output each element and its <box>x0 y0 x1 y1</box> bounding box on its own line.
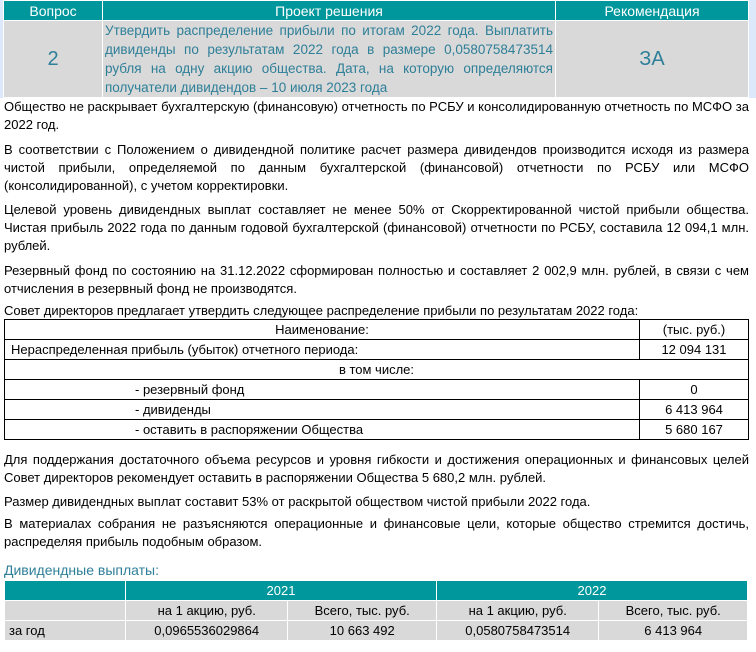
question-table <box>3 0 749 98</box>
question-number: 2 <box>4 21 103 98</box>
recommendation: ЗА <box>556 21 749 98</box>
col-unit: (тыс. руб.) <box>640 320 749 340</box>
total-value: 12 094 131 <box>640 340 749 360</box>
header-question: Вопрос <box>4 1 103 21</box>
total-label: Нераспределенная прибыль (убыток) отчетного периода: <box>5 340 640 360</box>
value: 0,0580758473514 <box>436 621 598 641</box>
paragraph: Размер дивидендных выплат составит 53% от раскрытой обществом чистой прибыли 2022 года. <box>4 494 591 509</box>
paragraph: В материалах собрания не разъясняются операционные и финансовые цели, которые общество стремится достичь, распределяя прибыль подобным образом. <box>4 516 749 549</box>
subheader: Всего, тыс. руб. <box>288 601 437 621</box>
empty-cell <box>5 601 126 621</box>
paragraph: Резервный фонд по состоянию на 31.12.2022 сформирован полностью и составляет 2 002,9 млн. рублей, в связи с чем отчисления в резервный фонд не производятся. <box>4 263 749 296</box>
paragraph: Для поддержания достаточного объема ресурсов и уровня гибкости и достижения операционных и финансовых целей Совет директоров рекомендует оставить в распоряжении Общества 5 680,2 млн. рублей. <box>4 452 749 485</box>
row-label: - резервный фонд <box>5 380 640 400</box>
empty-header <box>5 581 126 601</box>
header-resolution: Проект решения <box>103 1 556 21</box>
year-2021: 2021 <box>126 581 437 601</box>
value: 0,0965536029864 <box>126 621 288 641</box>
value: 10 663 492 <box>288 621 437 641</box>
row-value: 5 680 167 <box>640 420 749 440</box>
profit-distribution-table <box>4 319 749 440</box>
row-value: 0 <box>640 380 749 400</box>
resolution-text: Утвердить распределение прибыли по итогам 2022 года. Выплатить дивиденды по результатам 2022 года в размере 0,0580758473514 рубля на одну акцию общества. Дата, на которую определяются получатели дивидендов – 10 июля 2023 года <box>103 21 556 98</box>
col-name: Наименование: <box>5 320 640 340</box>
subheader: на 1 акцию, руб. <box>436 601 598 621</box>
subheader: на 1 акцию, руб. <box>126 601 288 621</box>
row-label: - оставить в распоряжении Общества <box>5 420 640 440</box>
header-recommendation: Рекомендация <box>556 1 749 21</box>
row-label: за год <box>5 621 126 641</box>
subheader: Всего, тыс. руб. <box>599 601 748 621</box>
dividends-table <box>4 580 748 641</box>
paragraph: Общество не раскрывает бухгалтерскую (финансовую) отчетность по РСБУ и консолидированную отчетность по МСФО за 2022 год. <box>4 99 749 132</box>
paragraph: Совет директоров предлагает утвердить следующее распределение прибыли по результатам 2022 года: <box>4 303 639 318</box>
year-2022: 2022 <box>436 581 747 601</box>
subheader: в том числе: <box>5 360 749 380</box>
paragraph: В соответствии с Положением о дивидендной политике расчет размера дивидендов производится исходя из размера чистой прибыли, определяемой по данным бухгалтерской (финансовой) отчетности по РСБУ или МСФО (консолидированной), с учетом корректировки. <box>4 142 749 193</box>
value: 6 413 964 <box>599 621 748 641</box>
paragraph: Целевой уровень дивидендных выплат составляет не менее 50% от Скорректированной чистой прибыли общества. Чистая прибыль 2022 года по данным годовой бухгалтерской (финансовой) отчетности по РСБУ, составила 12 094,1 млн. рублей. <box>4 202 749 253</box>
dividends-title: Дивидендные выплаты: <box>4 562 159 578</box>
row-label: - дивиденды <box>5 400 640 420</box>
row-value: 6 413 964 <box>640 400 749 420</box>
